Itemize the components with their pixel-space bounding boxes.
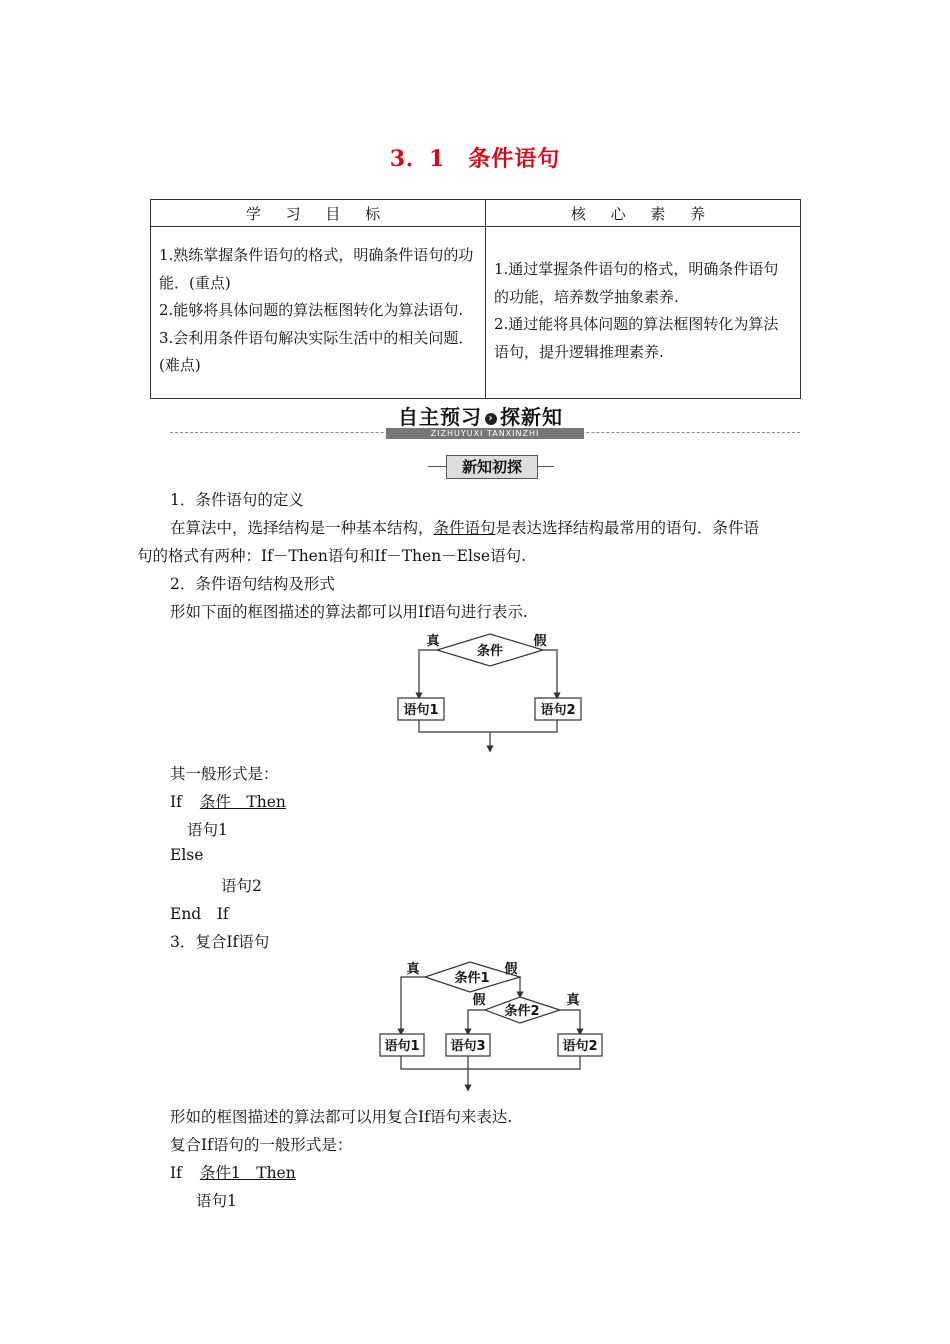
code-line-if [170,790,286,812]
goals-left-cell [151,227,486,399]
true-1-label: 真 [406,962,420,977]
code-line-if-2 [170,1161,296,1183]
goal-item: 3.会利用条件语句解决实际生活中的相关问题．(难点) [159,328,474,375]
paragraph-text: 在算法中，选择结构是一种基本结构， [170,519,434,537]
page-title: 3．1 条件语句 [389,146,561,172]
underlined-term: 条件语句 [433,519,496,537]
chevron-right-icon: › [485,413,497,425]
paragraph-text: 是表达选择结构最常用的语句．条件语 [495,519,760,537]
goals-table [150,199,801,399]
literacy-item: 1.通过掌握条件语句的格式，明确条件语句的功能，培养数学抽象素养. [494,260,779,306]
code-condition: 条件 Then [199,793,286,811]
paragraph-3: 形如的框图描述的算法都可以用复合If语句来表达. [170,1108,513,1126]
flowchart-compound-if [375,957,615,1092]
goals-header-left: 学 习 目 标 [151,200,486,227]
statement-1-label: 语句1 [403,703,439,718]
goals-right-cell [486,227,801,399]
code-line-endif: End If [170,905,229,923]
true-label: 真 [426,634,440,649]
code-keyword: If [170,1164,182,1182]
banner-left-text: 自主预习 [398,405,482,429]
heading-3: 3．复合If语句 [170,933,270,951]
section-banner [398,401,563,430]
heading-2: 2．条件语句结构及形式 [170,575,335,593]
statement-3-label: 语句3 [450,1039,486,1054]
general-form-label: 其一般形式是： [170,765,279,783]
section-tag: 新知初探 [446,455,538,479]
goal-item: 1.熟练掌握条件语句的格式，明确条件语句的功能．(重点) [159,246,474,292]
flowchart-if-else [390,628,590,753]
code-line-stmt2: 语句2 [221,877,262,895]
false-2-label: 假 [472,993,486,1008]
banner-right-text: 探新知 [500,405,563,429]
goal-item: 2.能够将具体问题的算法框图转化为算法语句. [159,301,464,320]
code-line-else: Else [170,846,204,864]
code-keyword: If [170,793,182,811]
condition-2-label: 条件2 [504,1004,540,1019]
statement-2-label: 语句2 [540,703,576,718]
condition-1-label: 条件1 [454,971,490,986]
heading-1: 1．条件语句的定义 [170,491,304,509]
false-1-label: 假 [504,962,518,977]
paragraph-1 [170,516,759,538]
paragraph-4: 复合If语句的一般形式是： [170,1136,353,1154]
statement-2-label: 语句2 [562,1039,598,1054]
statement-1-label: 语句1 [384,1039,420,1054]
code-condition: 条件1 Then [199,1164,296,1182]
goals-header-right: 核 心 素 养 [486,200,801,227]
paragraph-1-cont: 句的格式有两种：If－Then语句和If－Then－Else语句. [137,547,526,565]
banner-pinyin-bar: ZIZHUYUXI TANXINZHI [386,428,584,439]
condition-label: 条件 [476,644,504,659]
code-line-stmt1-2: 语句1 [196,1192,237,1210]
code-line-stmt1: 语句1 [187,821,228,839]
false-label: 假 [533,634,547,649]
literacy-item: 2.通过能将具体问题的算法框图转化为算法语句，提升逻辑推理素养. [494,315,779,361]
true-2-label: 真 [566,993,580,1008]
paragraph-2: 形如下面的框图描述的算法都可以用If语句进行表示. [170,603,528,621]
